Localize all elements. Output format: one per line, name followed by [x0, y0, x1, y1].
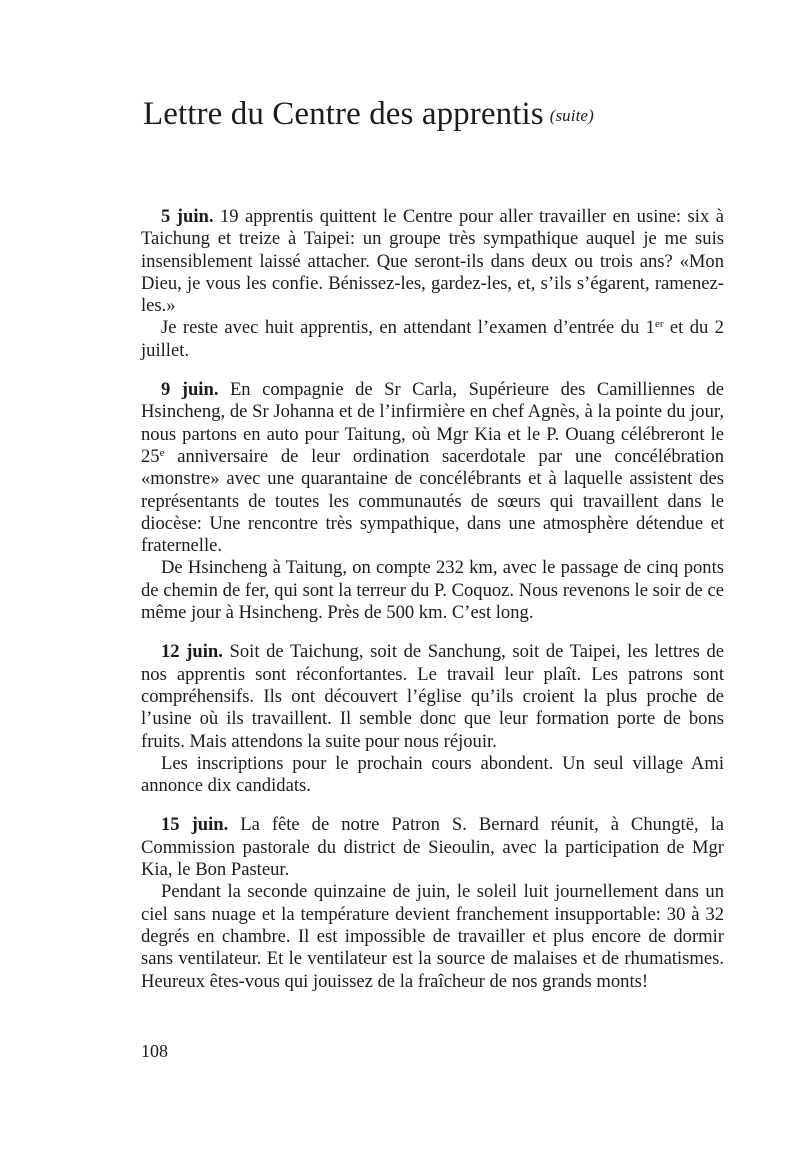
entry-text: anniversaire de leur ordination sacerdotale par une concélébration «monstre» avec une quarantaine de concélébrants et à laquelle assistent des représentants de toutes les communautés de sœurs qui travaillent dans le diocèse: Une rencontre très sympathique, dans une atmosphère détendue et fraternelle. [141, 445, 724, 557]
entry-text: 19 apprentis quittent le Centre pour aller travailler en usine: six à Taichung et treize à Taipei: un groupe très sympathique auquel je me suis insensiblement laissé attacher. Que seront-ils dans deux ou trois ans? «Mon Dieu, je vous les confie. Bénissez-les, gardez-les, et, s’ils s’égarent, ramenez-les.» [141, 206, 725, 317]
entry-text: Soit de Taichung, soit de Sanchung, soit de Taipei, les lettres de nos apprentis sont réconfortantes. Le travail leur plaît. Les patrons sont compréhensifs. Ils ont découvert l’église qu’ils croient la plus proche de l’usine où ils travaillent. Il semble donc que leur formation porte de bons fruits. Mais attendons la suite pour nous réjouir. [141, 641, 724, 752]
entry-date: 15 juin. [161, 814, 229, 836]
title-suite: (suite) [549, 106, 594, 125]
paragraph-text: et du 2 juillet. [141, 317, 724, 361]
paragraph-inscriptions [141, 753, 724, 798]
paragraph-text: Les inscriptions pour le prochain cours abondent. Un seul village Ami annonce dix candidats. [141, 752, 724, 797]
entry-text: La fête de notre Patron S. Bernard réunit, à Chungtë, la Commission pastorale du district de Sieoulin, avec la participation de Mgr Kia, le Bon Pasteur. [141, 814, 724, 881]
entry-date: 5 juin. [161, 206, 214, 227]
ordinal-superscript: er [654, 318, 664, 331]
entry-9-juin [141, 379, 724, 557]
ordinal-superscript: e [159, 446, 165, 459]
entry-date: 12 juin. [161, 641, 223, 663]
entry-12-juin [141, 641, 724, 752]
paragraph-text: Pendant la seconde quinzaine de juin, le soleil luit journellement dans un ciel sans nuage et la température devient franchement insupportable: 30 à 32 degrés en chambre. Il est impossible de travailler et plus encore de dormir sans ventilateur. Et le ventilateur est la source de malaises et de rhumatismes. Heureux êtes-vous qui jouissez de la fraîcheur de nos grands monts! [141, 881, 724, 992]
paragraph-text: Je reste avec huit apprentis, en attendant l’examen d’entrée du 1 [161, 317, 655, 339]
title-text: Lettre du Centre des apprentis [143, 96, 544, 132]
entry-5-juin [141, 206, 724, 317]
paragraph-chaleur [141, 881, 724, 992]
entry-15-juin [141, 814, 724, 881]
entry-text: En compagnie de Sr Carla, Supérieure des Camilliennes de Hsincheng, de Sr Johanna et de l’infirmière en chef Agnès, à la pointe du jour, nous partons en auto pour Taitung, où Mgr Kia et le P. Ouang célébreront le 25 [141, 379, 724, 467]
paragraph-taitung-trip [141, 557, 724, 624]
entry-date: 9 juin. [161, 379, 219, 401]
page-title [143, 96, 594, 133]
paragraph-text: De Hsincheng à Taitung, on compte 232 km, avec le passage de cinq ponts de chemin de fer, qui sont la terreur du P. Coquoz. Nous revenons le soir de ce même jour à Hsincheng. Près de 500 km. C’est long. [141, 557, 724, 624]
paragraph-examen [141, 317, 724, 362]
letter-body [141, 206, 724, 993]
page-number: 108 [141, 1041, 168, 1061]
